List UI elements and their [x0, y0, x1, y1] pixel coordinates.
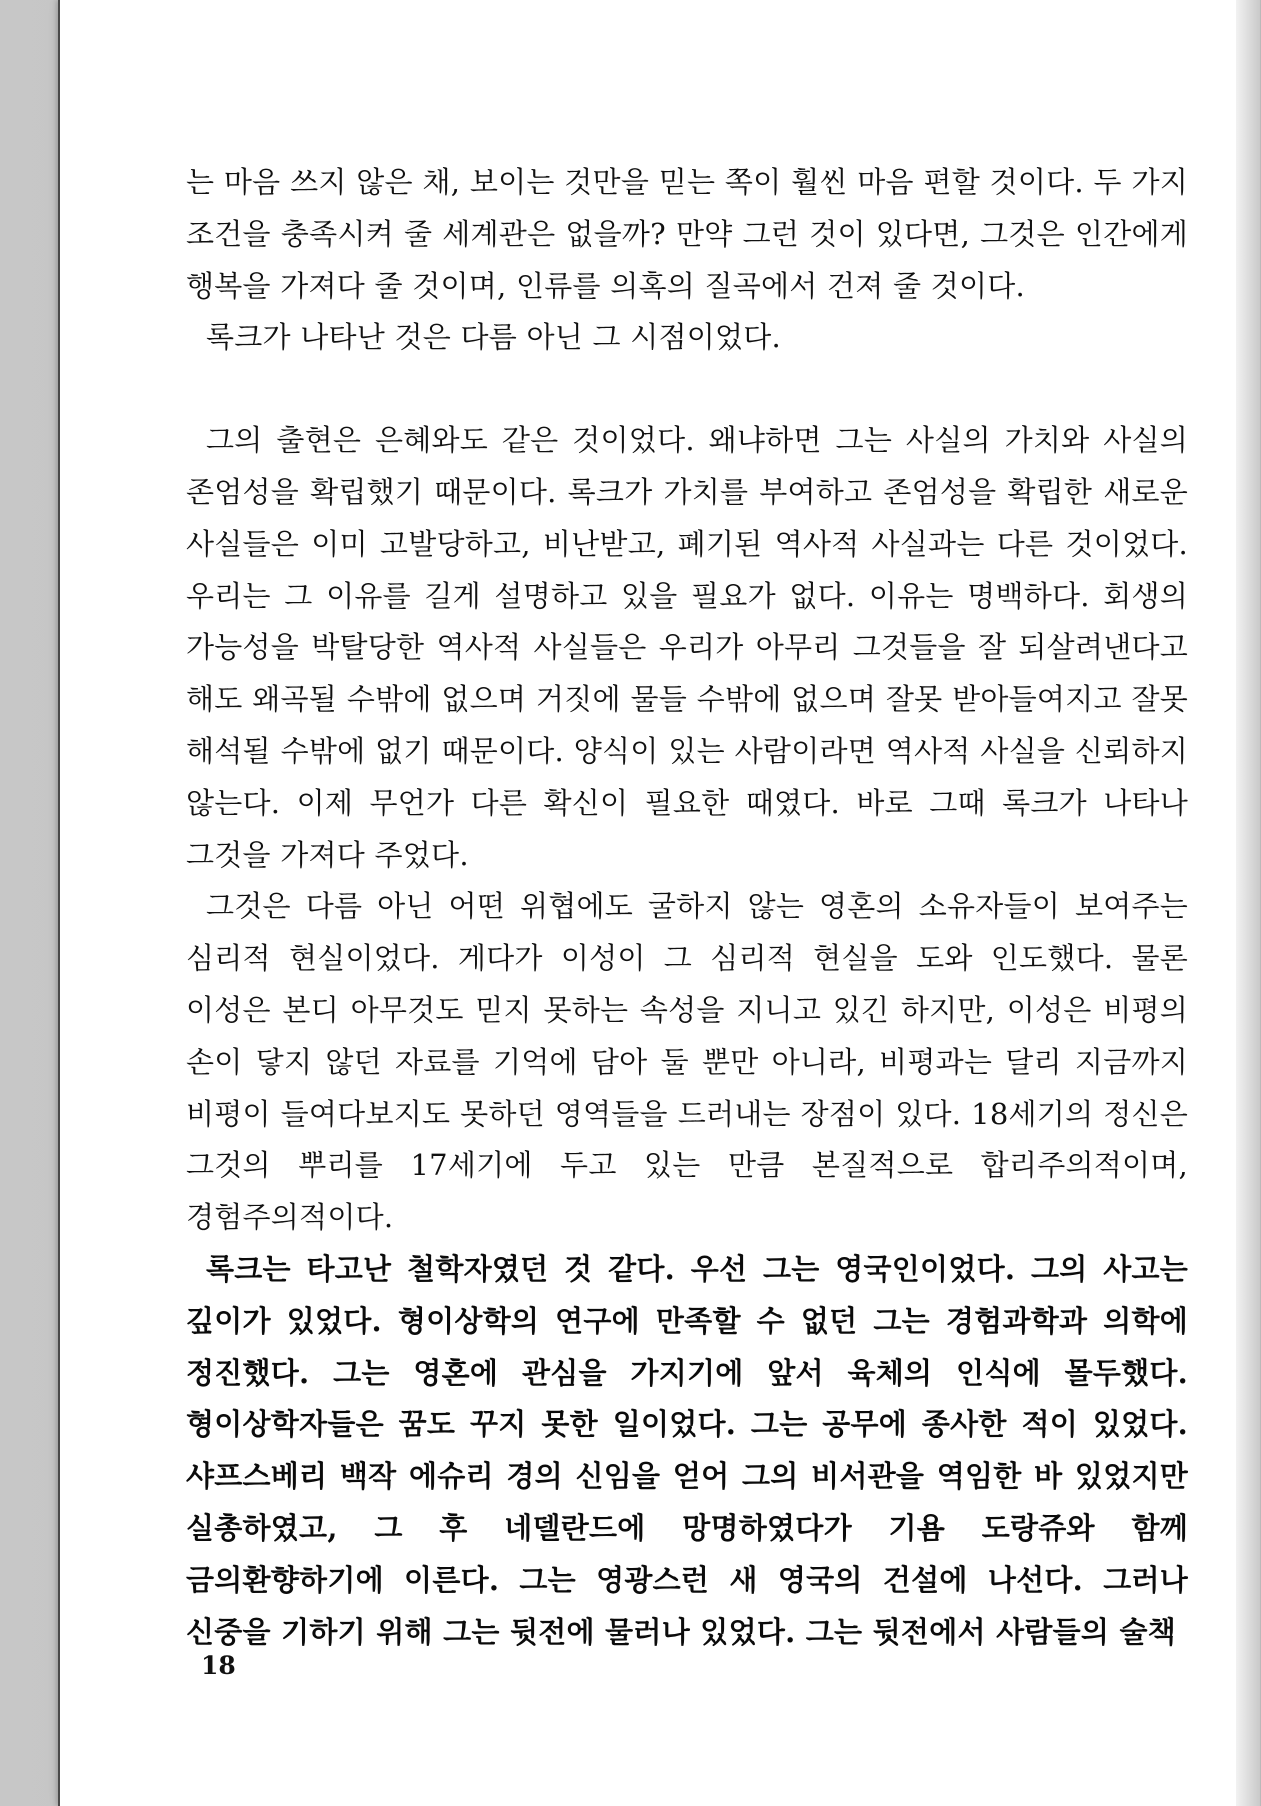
paragraph-2: 록크가 나타난 것은 다름 아닌 그 시점이었다. [206, 320, 782, 355]
page-edge-shadow [1236, 0, 1260, 1806]
paragraph-1: 는 마음 쓰지 않은 채, 보이는 것만을 믿는 쪽이 훨씬 마음 편할 것이다. 두 가지 조건을 충족시켜 줄 세계관은 없을까? 만약 그런 것이 있다면, 그것은 인간에게 행복을 가져다 줄 것이며, 인류를 의혹의 질곡에서 건져 줄 것이다. [186, 165, 1188, 303]
paragraph-5: 록크는 타고난 철학자였던 것 같다. 우선 그는 영국인이었다. 그의 사고는 깊이가 있었다. 형이상학의 연구에 만족할 수 없던 그는 경험과학과 의학에 정진했다. 그는 영혼에 관심을 가지기에 앞서 육체의 인식에 몰두했다. 형이상학자들은 꿈도 꾸지 못한 일이었다. 그는 공무에 종사한 적이 있었다. 샤프스베리 백작 에슈리 경의 신임을 얻어 그의 비서관을 역임한 바 있었지만 실총하였고, 그 후 네델란드에 망명하였다가 기욤 도랑쥬와 함께 금의환향하기에 이른다. 그는 영광스런 새 영국의 건설에 나선다. 그러나 신중을 기하기 위해 그는 뒷전에 물러나 있었다. 그는 뒷전에서 사람들의 술책 [186, 1251, 1188, 1649]
section-break [186, 364, 1188, 415]
page-number: 18 [201, 1651, 236, 1680]
paragraph-3: 그의 출현은 은혜와도 같은 것이었다. 왜냐하면 그는 사실의 가치와 사실의 존엄성을 확립했기 때문이다. 록크가 가치를 부여하고 존엄성을 확립한 새로운 사실들은 이미 고발당하고, 비난받고, 폐기된 역사적 사실과는 다른 것이었다. 우리는 그 이유를 길게 설명하고 있을 필요가 없다. 이유는 명백하다. 회생의 가능성을 박탈당한 역사적 사실들은 우리가 아무리 그것들을 잘 되살려낸다고 해도 왜곡될 수밖에 없으며 거짓에 물들 수밖에 없으며 잘못 받아들여지고 잘못 해석될 수밖에 없기 때문이다. 양식이 있는 사람이라면 역사적 사실을 신뢰하지 않는다. 이제 무언가 다른 확신이 필요한 때였다. 바로 그때 록크가 나타나 그것을 가져다 주었다. [186, 423, 1188, 872]
book-page [58, 0, 1238, 1806]
page-text [186, 157, 1188, 1658]
paragraph-4: 그것은 다름 아닌 어떤 위협에도 굴하지 않는 영혼의 소유자들이 보여주는 심리적 현실이었다. 게다가 이성이 그 심리적 현실을 도와 인도했다. 물론 이성은 본디 아무것도 믿지 못하는 속성을 지니고 있긴 하지만, 이성은 비평의 손이 닿지 않던 자료를 기억에 담아 둘 뿐만 아니라, 비평과는 달리 지금까지 비평이 들여다보지도 못하던 영역들을 드러내는 장점이 있다. 18세기의 정신은 그것의 뿌리를 17세기에 두고 있는 만큼 본질적으로 합리주의적이며, 경험주의적이다. [186, 889, 1188, 1235]
